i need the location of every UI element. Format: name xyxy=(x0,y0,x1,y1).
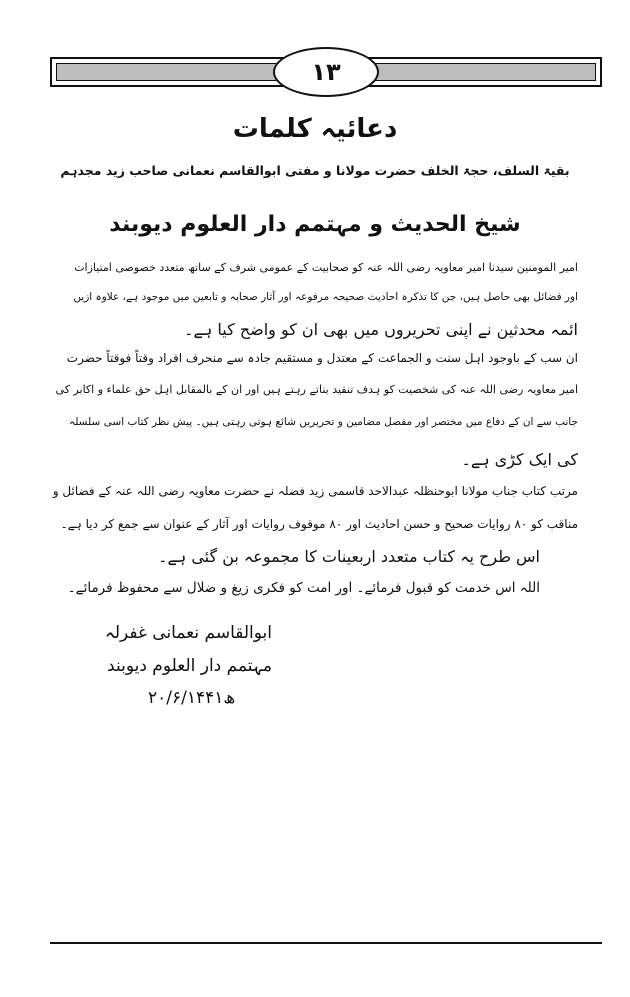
body-line: اس طرح یہ کتاب متعدد اربعینات کا مجموعہ بن گئی ہے۔ xyxy=(158,547,540,566)
page-number-badge xyxy=(273,47,379,97)
body-line: ان سب کے باوجود اہل سنت و الجماعت کے معتدل و مستقیم جادہ سے منحرف افراد وقتاً فوقتاً حضرت xyxy=(66,351,578,365)
body-line: امیر المومنین سیدنا امیر معاویہ رضی اللہ عنہ کو صحابیت کے عمومی شرف کے ساتھ متعدد خصوصی امتیازات xyxy=(74,261,578,274)
author-role-line: شیخ الحدیث و مہتمم دار العلوم دیوبند xyxy=(109,212,521,237)
body-line: کی ایک کڑی ہے۔ xyxy=(461,450,578,469)
page-title: دعائیہ کلمات xyxy=(232,114,398,144)
signoff-title: مہتمم دار العلوم دیوبند xyxy=(107,656,272,676)
body-line: مناقب کو ۸۰ روایات صحیح و حسن احادیث اور ۸۰ موقوف روایات اور آثار کے عنوان سے جمع کر دیا ہے۔ xyxy=(60,517,578,531)
page-number: ۱۳ xyxy=(311,58,341,86)
page-header-band xyxy=(50,57,602,87)
signoff-date: ۲۰/۶/۱۴۴۱ھ xyxy=(148,688,236,708)
body-line: مرتب کتاب جناب مولانا ابوحنظلہ عبدالاحد قاسمی زید فضلہ نے حضرت معاویہ رضی اللہ عنہ کے فضائل و xyxy=(52,484,578,498)
signoff-name: ابوالقاسم نعمانی غفرلہ xyxy=(104,623,272,643)
body-line: ائمہ محدثین نے اپنی تحریروں میں بھی ان کو واضح کیا ہے۔ xyxy=(184,320,578,339)
author-honorific-line: بقیۃ السلف، حجۃ الخلف حضرت مولانا و مفتی ابوالقاسم نعمانی صاحب زید مجدہم xyxy=(60,163,570,178)
body-line: جانب سے ان کے دفاع میں مختصر اور مفصل مضامین و تحریریں شائع ہوتی رہتی ہیں۔ پیش نظر کتاب اسی سلسلہ xyxy=(69,416,578,428)
bottom-rule xyxy=(50,942,602,944)
body-line: اور فضائل بھی حاصل ہیں، جن کا تذکرہ احادیث صحیحہ مرفوعہ اور آثار صحابہ و تابعین میں موجود ہے، علاوہ ازیں xyxy=(73,291,578,303)
body-line: امیر معاویہ رضی اللہ عنہ کی شخصیت کو ہدف تنقید بناتے رہتے ہیں اور ان کے بالمقابل اہل حق علماء و اکابر کی xyxy=(55,383,578,396)
body-line: اللہ اس خدمت کو قبول فرمائے۔ اور امت کو فکری زیغ و ضلال سے محفوظ فرمائے۔ xyxy=(67,580,540,596)
